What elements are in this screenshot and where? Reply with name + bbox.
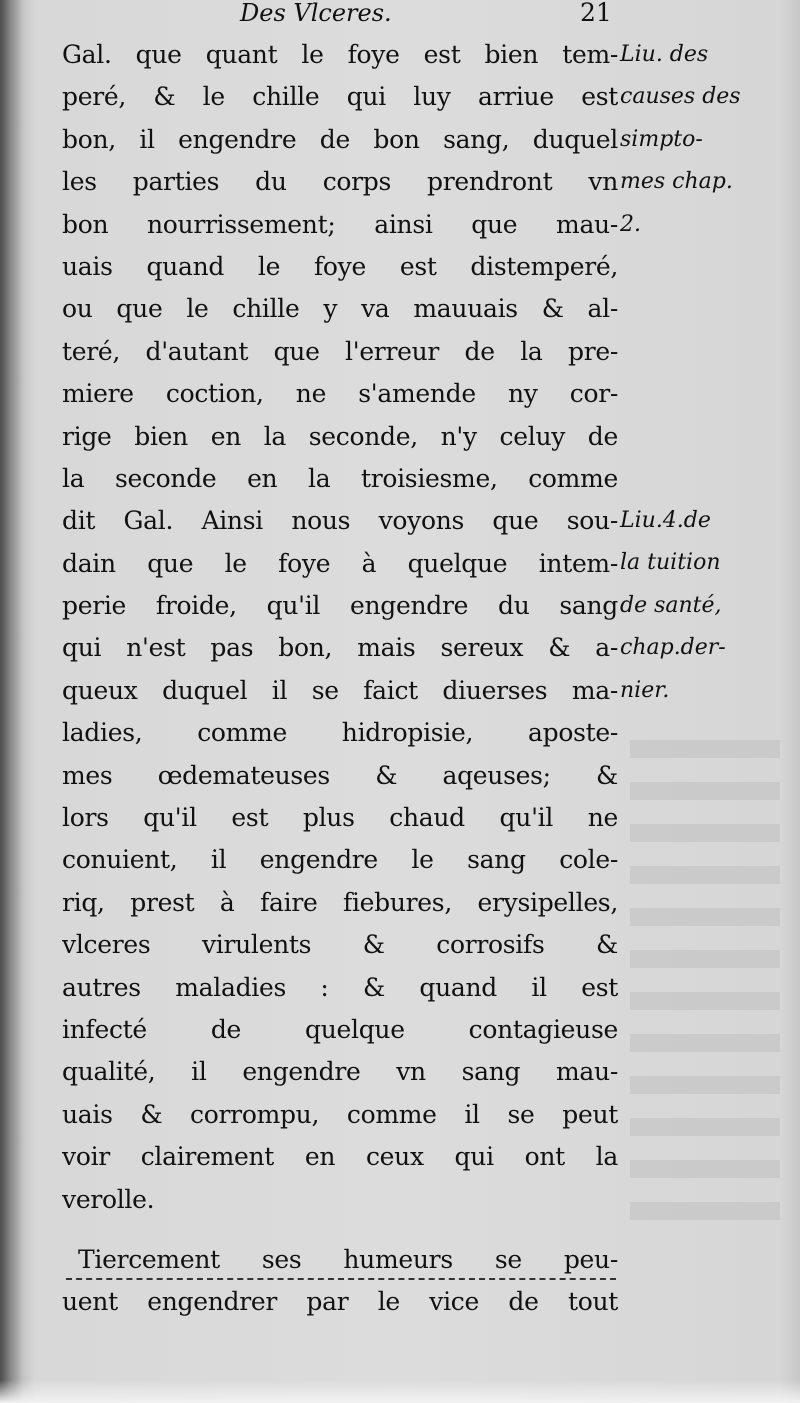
text-line: conuient, il engendre le sang cole- — [62, 845, 618, 875]
main-text-block — [62, 34, 618, 1324]
text-line: qualité, il engendre vn sang mau- — [62, 1057, 618, 1087]
text-line: ladies, comme hidropisie, aposte- — [62, 718, 618, 748]
marginal-note-line: simpto- — [620, 126, 703, 152]
marginal-note-line: Liu.4.de — [620, 508, 711, 533]
text-line: miere coction, ne s'amende ny cor- — [62, 379, 618, 409]
marginal-note-line: de santé, — [620, 592, 722, 618]
text-line: uais & corrompu, comme il se peut — [62, 1099, 618, 1129]
text-line: voir clairement en ceux qui ont la — [62, 1142, 618, 1172]
text-line: qui n'est pas bon, mais sereux & a- — [62, 633, 618, 663]
marginal-note-line: causes des — [620, 84, 741, 110]
text-line: uais quand le foye est distemperé, — [62, 251, 618, 281]
marginal-note-line: 2. — [620, 211, 641, 237]
text-line: bon nourrissement; ainsi que mau- — [62, 209, 618, 239]
text-line: rige bien en la seconde, n'y celuy de — [62, 421, 618, 451]
text-line: les parties du corps prendront vn — [62, 167, 618, 197]
text-line: dit Gal. Ainsi nous voyons que sou- — [62, 506, 618, 536]
marginal-note-line: nier. — [620, 677, 670, 703]
text-line: perie froide, qu'il engendre du sang — [62, 591, 618, 621]
text-line: la seconde en la troisiesme, comme — [62, 463, 618, 493]
text-line: bon, il engendre de bon sang, duquel — [62, 124, 618, 154]
bottom-rule-divider — [66, 1278, 616, 1280]
page-gutter-shadow — [0, 0, 34, 1403]
text-line: Tiercement ses humeurs se peu- — [78, 1244, 618, 1274]
text-line: ou que le chille y va mauuais & al- — [62, 294, 618, 324]
marginal-note-line: mes chap. — [620, 169, 733, 195]
text-line: peré, & le chille qui luy arriue est — [62, 82, 618, 112]
text-line: riq, prest à faire fiebures, erysipelles, — [62, 887, 618, 917]
text-line: lors qu'il est plus chaud qu'il ne — [62, 803, 618, 833]
text-line: verolle. — [62, 1184, 155, 1214]
page-bottom-edge — [0, 1380, 800, 1403]
text-line: teré, d'autant que l'erreur de la pre- — [62, 336, 618, 366]
running-title: Des Vlceres. — [240, 0, 392, 27]
page-number: 21 — [580, 0, 612, 27]
marginal-note-line: chap.der- — [620, 635, 726, 661]
marginal-note-2 — [620, 500, 800, 712]
text-line: queux duquel il se faict diuerses ma- — [62, 675, 618, 705]
marginal-note-line: Liu. des — [620, 42, 709, 67]
text-line: dain que le foye à quelque intem- — [62, 548, 618, 578]
text-line: Gal. que quant le foye est bien tem- — [62, 40, 618, 69]
marginal-note-1 — [620, 34, 800, 246]
text-line: mes œdemateuses & aqeuses; & — [62, 760, 618, 790]
text-line: autres maladies : & quand il est — [62, 972, 618, 1002]
show-through-ink — [630, 740, 780, 1240]
text-line: vlceres virulents & corrosifs & — [62, 930, 618, 960]
paragraph-gap — [62, 1221, 618, 1239]
marginal-note-line: la tuition — [620, 550, 721, 576]
text-line: infecté de quelque contagieuse — [62, 1014, 618, 1044]
text-line: uent engendrer par le vice de tout — [62, 1287, 618, 1317]
